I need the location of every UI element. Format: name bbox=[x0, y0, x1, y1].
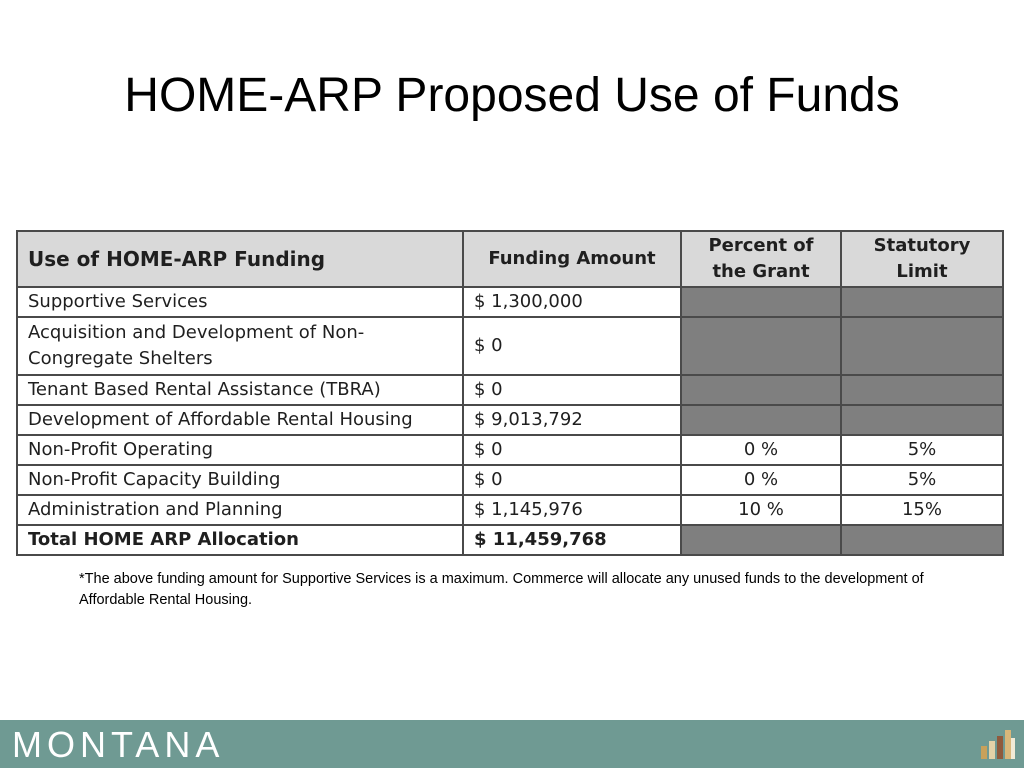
row-use: Non-Profit Capacity Building bbox=[17, 465, 463, 495]
funds-table bbox=[16, 230, 1004, 556]
header-percent: Percent of the Grant bbox=[681, 231, 841, 287]
table-row bbox=[17, 317, 1003, 375]
footnote: *The above funding amount for Supportive Services is a maximum. Commerce will allocate any unused funds to the development of Affordable Rental Housing. bbox=[79, 571, 924, 608]
row-amount: $ 0 bbox=[463, 317, 681, 375]
row-amount: $ 9,013,792 bbox=[463, 405, 681, 435]
row-limit-shaded bbox=[841, 375, 1003, 405]
row-amount: $ 0 bbox=[463, 465, 681, 495]
row-limit-shaded bbox=[841, 405, 1003, 435]
row-percent: 0 % bbox=[681, 465, 841, 495]
slide-title: HOME-ARP Proposed Use of Funds bbox=[124, 69, 900, 122]
table-header-row bbox=[17, 231, 1003, 287]
row-percent-shaded bbox=[681, 317, 841, 375]
row-amount: $ 1,300,000 bbox=[463, 287, 681, 317]
row-percent-shaded bbox=[681, 287, 841, 317]
row-limit-shaded bbox=[841, 317, 1003, 375]
row-use: Tenant Based Rental Assistance (TBRA) bbox=[17, 375, 463, 405]
total-amount: $ 11,459,768 bbox=[463, 525, 681, 555]
row-limit: 15% bbox=[841, 495, 1003, 525]
header-limit: Statutory Limit bbox=[841, 231, 1003, 287]
row-amount: $ 1,145,976 bbox=[463, 495, 681, 525]
table-total-row bbox=[17, 525, 1003, 555]
row-use: Administration and Planning bbox=[17, 495, 463, 525]
row-limit: 5% bbox=[841, 435, 1003, 465]
table-row bbox=[17, 435, 1003, 465]
row-limit-shaded bbox=[841, 525, 1003, 555]
row-amount: $ 0 bbox=[463, 435, 681, 465]
row-percent-shaded bbox=[681, 405, 841, 435]
header-amount: Funding Amount bbox=[463, 231, 681, 287]
row-use: Acquisition and Development of Non-Congregate Shelters bbox=[17, 317, 463, 375]
header-use: Use of HOME-ARP Funding bbox=[17, 231, 463, 287]
table-row bbox=[17, 287, 1003, 317]
row-limit-shaded bbox=[841, 287, 1003, 317]
row-percent-shaded bbox=[681, 375, 841, 405]
row-limit: 5% bbox=[841, 465, 1003, 495]
table-row bbox=[17, 465, 1003, 495]
table-row bbox=[17, 375, 1003, 405]
row-use: Development of Affordable Rental Housing bbox=[17, 405, 463, 435]
row-percent: 10 % bbox=[681, 495, 841, 525]
footer-brand: MONTANA bbox=[12, 724, 225, 765]
table-row bbox=[17, 405, 1003, 435]
row-use: Non-Profit Operating bbox=[17, 435, 463, 465]
row-use: Supportive Services bbox=[17, 287, 463, 317]
footer-bar bbox=[0, 720, 1024, 768]
row-amount: $ 0 bbox=[463, 375, 681, 405]
table-row bbox=[17, 495, 1003, 525]
montana-bars-logo-icon bbox=[980, 728, 1016, 760]
row-percent: 0 % bbox=[681, 435, 841, 465]
total-label: Total HOME ARP Allocation bbox=[17, 525, 463, 555]
row-percent-shaded bbox=[681, 525, 841, 555]
